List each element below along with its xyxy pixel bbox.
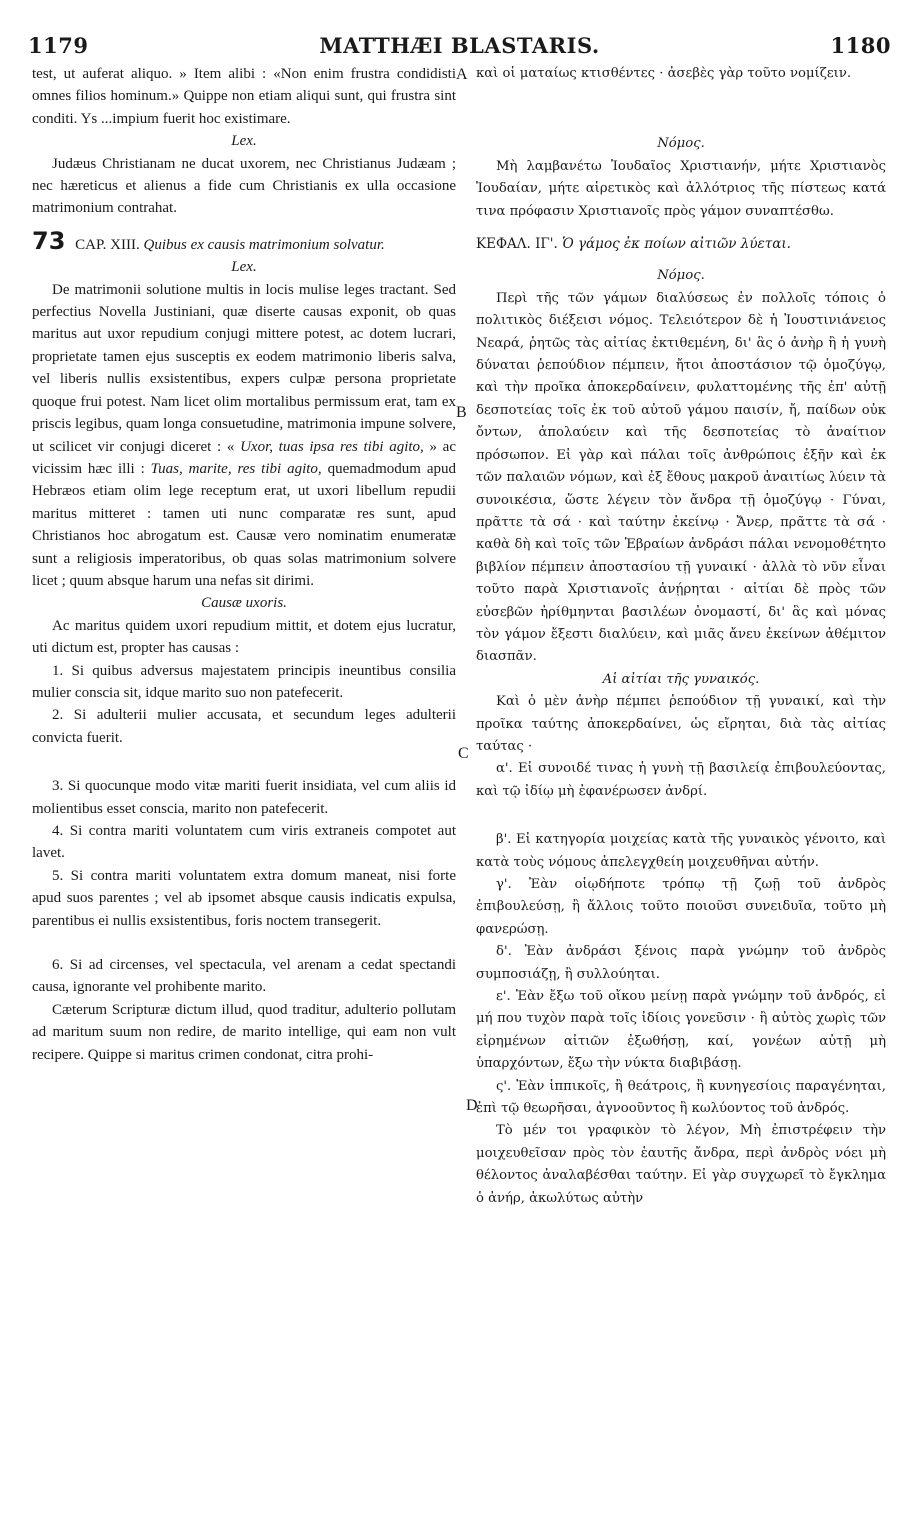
section-heading: Lex.: [231, 259, 257, 276]
italic-run: Uxor, tuas ipsa res tibi agito,: [240, 438, 424, 455]
list-item: [32, 865, 456, 932]
text-run: quemadmodum apud Hebræos etiam olim lege receptum erat, ut uxori libellum repudii maritus mitteret : tamen uti nunc comparatæ res sunt, apud Christianos hoc abrogatum est. Causæ vero nominatim enumeratæ sunt a religiosis imperatoribus, ob quas solas matrimonium solvere licet ; quum absque harum una nefas sit dirimi.: [32, 460, 456, 589]
page-number-right: 1180: [830, 33, 891, 58]
list-item: [32, 820, 456, 865]
list-item: [476, 941, 886, 986]
list-item: [32, 954, 456, 999]
item-number: α'.: [496, 761, 513, 777]
item-number: 6.: [52, 957, 64, 974]
section-heading: Νόμος.: [657, 136, 705, 152]
item-number: ε'.: [496, 989, 511, 1005]
greek-paragraph: Καὶ ὁ μὲν ἀνὴρ πέμπει ῥεπούδιον τῇ γυναικί, καὶ τὴν προῖκα ταύτης ἀποκερδαίνει, ὡς εἴρηται, διὰ τὰς αἰτίας ταύτας ·: [476, 694, 886, 754]
item-text: Ἐὰν οἱῳδήποτε τρόπῳ τῇ ζωῇ τοῦ ἀνδρὸς ἐπιβουλεύσῃ, ἢ ἄλλοις τοῦτο ποιοῦσι συνειδυῖα, τοῦτο μὴ φανερώσῃ.: [476, 877, 886, 937]
text-run: De matrimonii solutione multis in locis mulise leges tractant. Sed perfectius Novella Justiniani, quæ diserte causas exponit, ob quas maritus aut uxor repudium conjugi mittere potest, ac dotem lucrari, proprietate tamen ejus susceptis ex eodem matrimonio liberis salva, vel liberis nullis exsistentibus, expers culpæ persona proprietate quoque frui potest. Nam licet olim mortalibus permissum erat, tam ex priscis legibus, quam longa consuetudine, matrimonia impune solvere, ut scilicet vir conjugi diceret : «: [32, 281, 456, 455]
item-number: ς'.: [496, 1078, 512, 1094]
item-text: Εἰ συνοιδέ τινας ἡ γυνὴ τῇ βασιλείᾳ ἐπιβουλεύοντας, καὶ τῷ ἰδίῳ μὴ ἐφανέρωσεν ἀνδρί.: [476, 761, 886, 799]
chapter-heading: [32, 226, 456, 256]
item-number: 2.: [52, 707, 64, 724]
item-number: γ'.: [496, 877, 512, 892]
latin-column: [32, 63, 456, 1066]
item-number: β'.: [496, 832, 512, 848]
list-item: [32, 775, 456, 820]
item-text: Si contra mariti voluntatem extra domum maneat, nisi forte apud suos parentes ; vel ab ipsomet absque causis indicatis expulsa, parentibus ei nullis exsistentibus, foris noctem transegerit.: [32, 867, 457, 929]
list-item: [476, 986, 886, 1076]
greek-paragraph: καὶ οἱ ματαίως κτισθέντες · ἀσεβὲς γὰρ τοῦτο νομίζειν.: [476, 66, 852, 81]
text-run: » ac vicissim hæc illi :: [32, 438, 456, 477]
chapter-title: Ὁ γάμος ἐκ ποίων αἰτιῶν λύεται.: [562, 236, 791, 253]
list-item: [32, 704, 456, 749]
running-header: [28, 33, 891, 63]
greek-column: [476, 63, 886, 1210]
chapter-heading: [476, 233, 886, 255]
item-text: Ἐὰν ἔξω τοῦ οἴκου μείνῃ παρὰ γνώμην τοῦ ἀνδρός, εἰ μή που τυχὸν παρὰ τοῖς ἰδίοις γονεῦσιν · ἢ αὐτὸς χωρὶς τῶν εἰρημένων αἰτιῶν ἐξωθήσῃ, καί, γονέων αὐτῇ μὴ ὑπαρχόντων, ἔξω τὴν νύκτα διαβιβάσῃ.: [476, 989, 886, 1072]
margin-letter-b: B: [456, 404, 467, 421]
chapter-label: CAP. XIII.: [75, 236, 140, 253]
item-number: 3.: [52, 778, 64, 795]
chapter-label: ΚΕΦΑΛ. ΙΓ'.: [476, 236, 558, 253]
list-item: [32, 660, 456, 705]
latin-paragraph: test, ut auferat aliquo. » Item alibi : «Non enim frustra condidisti omnes filios hominum.» Quippe non etiam aliqui sunt, qui frustra sint conditi. Ys ...impium fuerit hoc existimare.: [32, 66, 456, 127]
italic-run: Tuas, marite, res tibi agito,: [150, 460, 322, 477]
item-number: δ'.: [496, 944, 512, 960]
page-number-left: 1179: [28, 33, 89, 58]
item-text: Si contra mariti voluntatem cum viris extraneis compotet aut lavet.: [32, 823, 457, 862]
section-heading: Νόμος.: [657, 268, 705, 284]
item-text: Si ad circenses, vel spectacula, vel arenam a cedat spectandi causa, ignorante vel prohibente marito.: [32, 957, 457, 996]
list-item: [476, 829, 886, 874]
latin-paragraph: Ac maritus quidem uxori repudium mittit, et dotem ejus lucratur, uti dictum est, propter has causas :: [32, 617, 456, 657]
greek-paragraph: Τὸ μέν τοι γραφικὸν τὸ λέγον, Μὴ ἐπιστρέφειν τὴν μοιχευθεῖσαν πρὸς τὸν ἑαυτῆς ἄνδρα, περὶ ἀνδρὸς νόει μὴ θέλοντος ἀναλαβέσθαι ταύτην. Εἰ γὰρ συγχωρεῖ τὸ ἔγκλημα ὁ ἀνήρ, ἀκωλύτως αὐτὴν: [476, 1123, 886, 1206]
item-number: 5.: [52, 867, 64, 884]
margin-letter-a: A: [456, 66, 468, 83]
item-text: Si quibus adversus majestatem principis ineuntibus consilia mulier conscia sit, idque marito suo non patefecerit.: [32, 662, 457, 701]
chapter-title: Quibus ex causis matrimonium solvatur.: [143, 236, 385, 253]
item-number: 1.: [52, 662, 64, 679]
item-text: Ἐὰν ἀνδράσι ξένοις παρὰ γνώμην τοῦ ἀνδρὸς συμποσιάζῃ, ἢ συλλούηται.: [476, 944, 886, 982]
greek-paragraph: Περὶ τῆς τῶν γάμων διαλύσεως ἐν πολλοῖς τόποις ὁ πολιτικὸς διέξεισι νόμος. Τελειότερον δὲ ἡ Ἰουστινιάνειος Νεαρά, ῥητῶς τὰς αἰτίας ἐκτιθεμένη, δι' ἃς ὁ ἀνὴρ ἢ ἡ γυνὴ δύναται ῥεπούδιον πέμπειν, ἤτοι ἀποστάσιον τῷ ὁμοζύγῳ, καὶ τὴν προῖκα ἀποκερδαίνειν, φυλαττομένης τῆς ἐπ' αὐτῇ δεσποτείας τοῖς ἐκ τοῦ αὐτοῦ γάμου παισίν, ἤ, παίδων οὐκ ὄντων, ἀπολαύειν καὶ τῆς δεσποτείας τὸ ἀναίτιον πρόσωπον. Εἰ γὰρ καὶ πάλαι τοῖς ἀνθρώποις ἐξῆν καὶ ἐκ τῶν παλαιῶν νόμων, καὶ ἐξ ἔθους μακροῦ ἀναιτίως λύειν τὰ συνοικέσια, ὥστε λέγειν τὸν ἄνδρα τῇ ὁμοζύγῳ · Γύναι, πρᾶττε τὰ σά · καὶ ταύτην ἐκείνῳ · Ἄνερ, πρᾶττε τὰ σά · καθὰ δὴ καὶ τοῖς τῶν Ἑβραίων ἀνδράσι πάλαι νενομοθέτητο βιβλίον πέμπειν ἀποστασίου τῇ γυναικί · ἀλλὰ τὸ νῦν εἶναι τοῦτο παρὰ Χριστιανοῖς ἀνῄρηται · αἰτίαι δὲ πρὸς τῶν εὐσεβῶν ἠρίθμηνται βασιλέων ὀνομαστί, δι' ἃς καὶ μόνας τὸν γάμον ἔξεστι διαλύειν, καὶ μιᾶς ἄνευ ἐκείνων ἀθέμιτον διασπᾶν.: [476, 290, 886, 665]
chapter-number: 73: [32, 226, 66, 255]
item-text: Εἰ κατηγορία μοιχείας κατὰ τῆς γυναικὸς γένοιτο, καὶ κατὰ τοὺς νόμους ἀπελεγχθείη μοιχευθῆναι αὐτήν.: [476, 832, 886, 870]
section-heading: Lex.: [231, 133, 257, 150]
item-text: Si quocunque modo vitæ mariti fuerit insidiata, vel cum aliis id molientibus esset conscia, marito non patefecerit.: [32, 778, 457, 817]
latin-paragraph: Judæus Christianam ne ducat uxorem, nec Christianus Judæam ; nec hæreticus et alienus a fide cum Christianis ex ulla occasione matrimonium contrahat.: [32, 155, 456, 217]
item-text: Si adulterii mulier accusata, et secundum leges adulterii convicta fuerit.: [32, 707, 456, 746]
margin-letter-c: C: [458, 745, 469, 762]
margin-letter-d: D: [466, 1097, 478, 1114]
section-heading: Causæ uxoris.: [201, 595, 287, 612]
list-item: [476, 1076, 886, 1121]
running-title: MATTHÆI BLASTARIS.: [319, 33, 600, 58]
list-item: [476, 874, 886, 941]
item-number: 4.: [52, 823, 64, 839]
greek-paragraph: Μὴ λαμβανέτω Ἰουδαῖος Χριστιανήν, μήτε Χριστιανὸς Ἰουδαίαν, μήτε αἱρετικὸς καὶ ἀλλότριος τῆς πίστεως κατά τινα πρόφασιν Χριστιανοῖς πρὸς γάμον συναπτέσθω.: [476, 158, 886, 219]
list-item: [476, 758, 886, 803]
item-text: Ἐὰν ἱππικοῖς, ἢ θεάτροις, ἢ κυνηγεσίοις παραγένηται, ἐπὶ τῷ θεωρῆσαι, ἀγνοοῦντος ἢ κωλύοντος τοῦ ἀνδρός.: [476, 1078, 886, 1117]
section-heading: Αἱ αἰτίαι τῆς γυναικός.: [602, 671, 760, 687]
latin-paragraph: [32, 279, 456, 593]
latin-paragraph: Cæterum Scripturæ dictum illud, quod traditur, adulterio pollutam ad maritum suum non redire, de marito intellige, qui eam non vult recipere. Quippe si maritus crimen condonat, citra prohi-: [32, 1001, 456, 1063]
